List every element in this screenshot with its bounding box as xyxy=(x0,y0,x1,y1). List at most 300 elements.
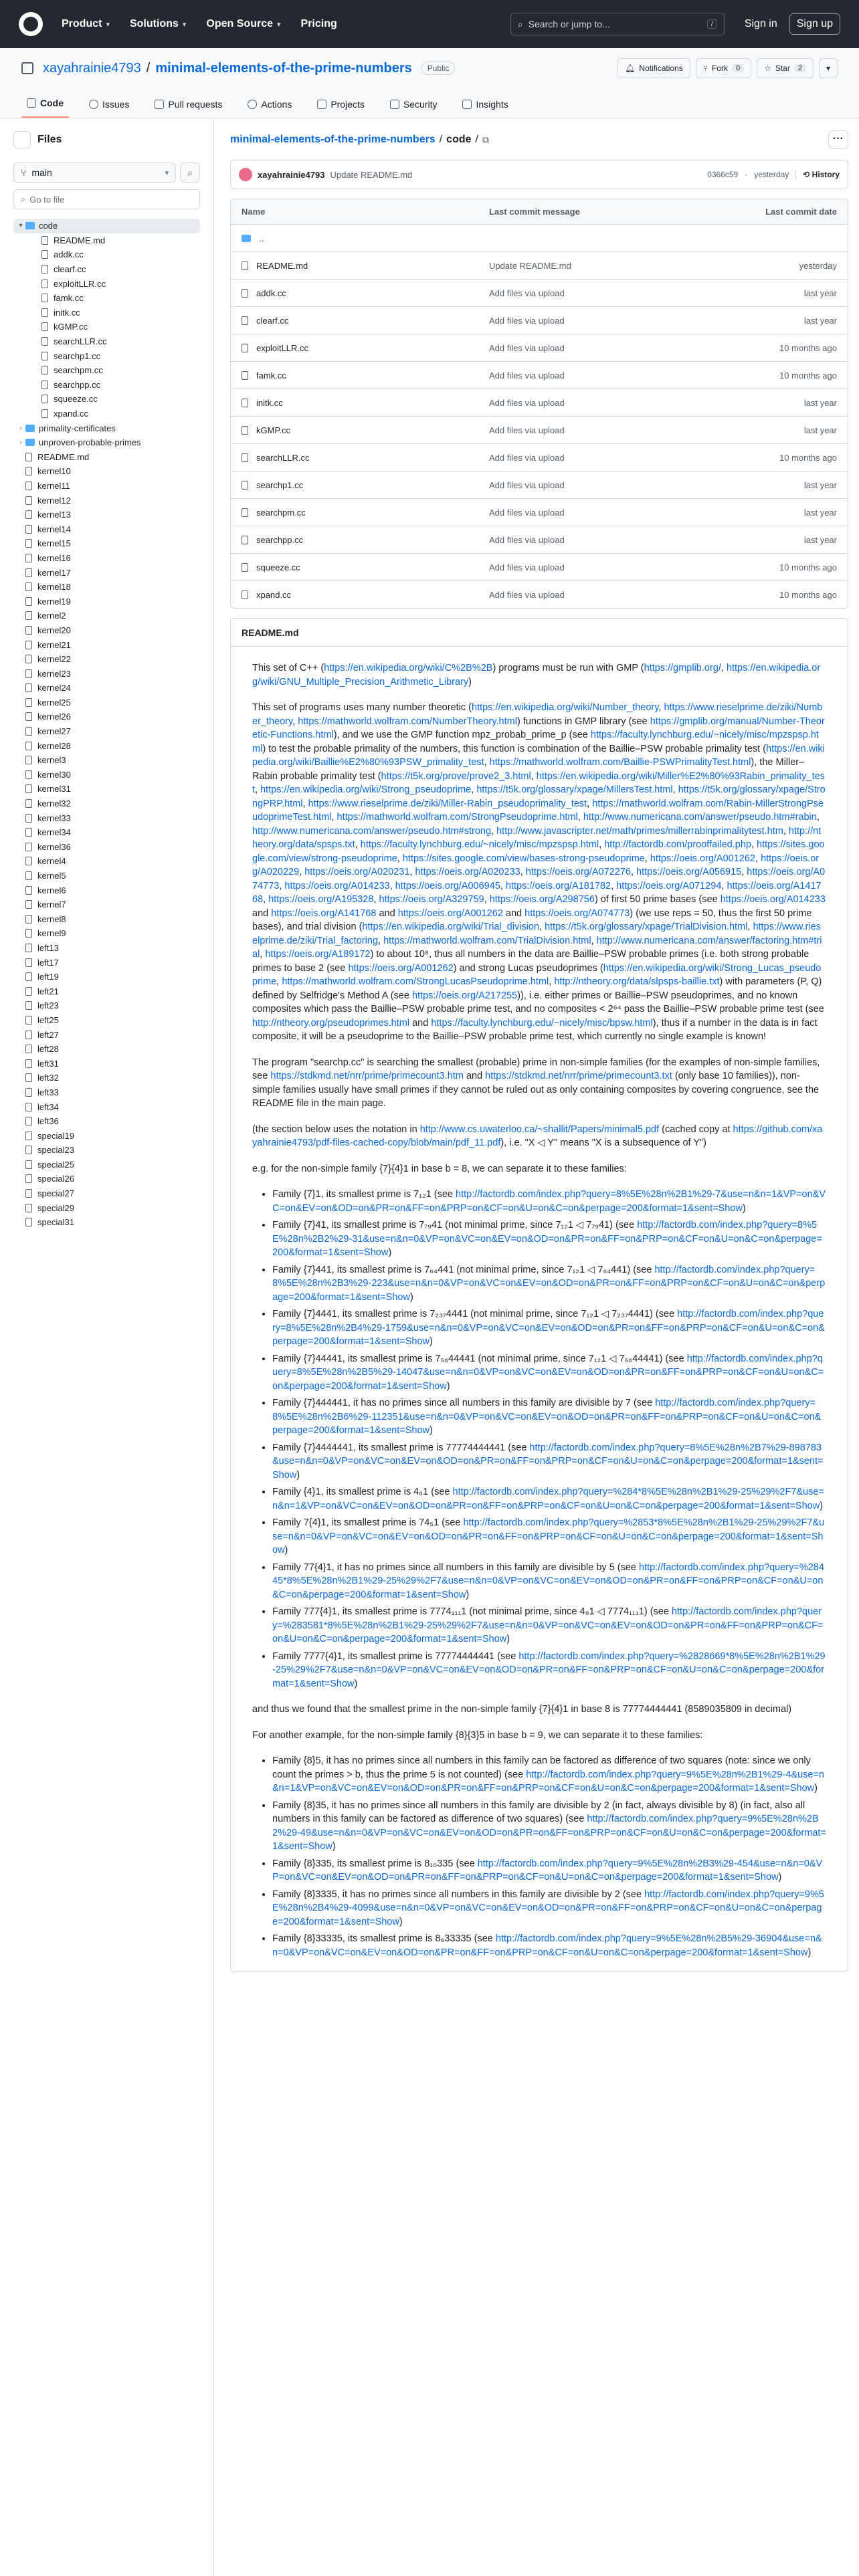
readme-link[interactable]: https://en.wikipedia.org/wiki/Number_theory xyxy=(472,702,659,713)
file-link[interactable]: addk.cc xyxy=(256,288,286,298)
readme-link[interactable]: https://t5k.org/glossary/xpage/StrongPRP.html xyxy=(252,784,826,809)
tree-file[interactable] xyxy=(13,652,200,667)
list-item: • Family {7}44441, its smallest prime is 7₅₆44441 (not minimal prime, since 7₁₂1 ◁ 7₅₆44441) (see http://factordb.com/index.php?query=8%5E%28n%2B5%29-14047&use=n&n=0&VP=on&VC=on&EV=on&OD=on&PR=on&FF=on&PRP=on&CF=on&U=on&C=on&perpage=200&format=1&sent=Show) xyxy=(272,1352,826,1394)
fork-button[interactable]: ⑂ Fork 0 xyxy=(696,58,751,78)
readme-link[interactable]: https://en.wikipedia.org/wiki/Miller%E2%80%93Rabin_primality_test xyxy=(252,770,825,795)
folder-icon xyxy=(242,235,251,242)
readme-link[interactable]: https://oeis.org/A074773 xyxy=(252,867,826,891)
tree-item-label: README.md xyxy=(37,451,90,462)
table-row[interactable] xyxy=(231,279,848,306)
commit-author-link[interactable]: xayahrainie4793 xyxy=(258,169,325,180)
readme-link[interactable]: https://oeis.org/A020233 xyxy=(415,867,520,877)
readme-link[interactable]: https://gmplib.org/ xyxy=(644,663,721,673)
file-icon xyxy=(25,1218,32,1226)
tree-file[interactable] xyxy=(13,637,200,652)
readme-link[interactable]: http://www.numericana.com/answer/factoring.htm#trial xyxy=(252,935,822,960)
readme-link[interactable]: http://www.numericana.com/answer/pseudo.htm#rabin xyxy=(583,812,817,823)
tree-file[interactable] xyxy=(13,1158,200,1172)
commit-message-cell[interactable]: Add files via upload xyxy=(489,288,565,298)
tree-item-label: kernel5 xyxy=(37,871,66,881)
github-logo-icon[interactable] xyxy=(19,12,43,36)
readme-link[interactable]: https://sites.google.com/view/strong-pseudoprime xyxy=(252,839,825,864)
chevron-down-icon: ▾ xyxy=(106,20,110,29)
tree-file[interactable] xyxy=(13,1114,200,1129)
readme-link[interactable]: https://oeis.org/A020231 xyxy=(304,867,410,877)
tree-item-label: kernel4 xyxy=(37,856,66,867)
file-icon xyxy=(25,683,32,692)
readme-list xyxy=(272,1754,826,1959)
tree-item-label: kernel19 xyxy=(37,596,71,607)
tree-file[interactable] xyxy=(13,334,200,349)
tree-item-label: kernel34 xyxy=(37,827,71,838)
file-icon xyxy=(25,539,32,548)
readme-link[interactable]: https://oeis.org/A181782 xyxy=(505,880,611,891)
readme-link[interactable]: http://ntheory.org/data/spsps.txt xyxy=(252,825,822,850)
commit-hash-link[interactable]: 0366c59 xyxy=(707,170,739,179)
readme-link[interactable]: https://mathworld.wolfram.com/TrialDivision.html xyxy=(383,935,591,946)
file-icon xyxy=(41,236,48,245)
file-name-cell xyxy=(242,562,489,572)
tree-file[interactable] xyxy=(13,508,200,522)
file-link[interactable]: kGMP.cc xyxy=(256,425,291,435)
commit-date-cell: 10 months ago xyxy=(779,342,837,353)
file-link[interactable]: searchp1.cc xyxy=(256,479,304,490)
readme-link[interactable]: http://ntheory.org/data/slpsps-baillie.txt xyxy=(554,976,720,987)
readme-link[interactable]: http://www.javascripter.net/math/primes/millerrabinprimalitytest.htm xyxy=(496,825,783,837)
table-row[interactable] xyxy=(231,553,848,580)
commit-message-cell[interactable]: Add files via upload xyxy=(489,452,565,463)
readme-link[interactable]: https://mathworld.wolfram.com/StrongPseudoprime.html xyxy=(337,812,578,823)
readme-link[interactable]: https://github.com/xayahrainie4793/pdf-files-cached-copy/blob/main/pdf_11.pdf xyxy=(252,1123,823,1148)
tree-file[interactable] xyxy=(13,984,200,998)
commit-message-cell[interactable]: Update README.md xyxy=(489,260,571,271)
tree-file[interactable] xyxy=(13,450,200,465)
tree-file[interactable] xyxy=(13,247,200,262)
table-row[interactable] xyxy=(231,251,848,279)
tree-file[interactable] xyxy=(13,738,200,753)
readme-link[interactable]: https://oeis.org/A141768 xyxy=(271,907,377,919)
file-icon xyxy=(25,770,32,779)
readme-link[interactable]: http://www.numericana.com/answer/pseudo.htm#strong xyxy=(252,825,492,837)
tree-file[interactable] xyxy=(13,522,200,536)
table-row[interactable] xyxy=(231,361,848,389)
nav-solutions[interactable]: Solutions ▾ xyxy=(129,18,187,29)
table-row[interactable] xyxy=(231,580,848,608)
readme-link[interactable]: http://factordb.com/index.php?query=8%5E%28n%2B4%29-1759&use=n&n=0&VP=on&VC=on&EV=on&OD=on&PR=on&FF=on&PRP=on&CF=on&U=on&C=on&perpage=200&format=1&sent=Show xyxy=(272,1309,825,1347)
tree-folder[interactable] xyxy=(13,421,200,435)
tree-file[interactable] xyxy=(13,998,200,1013)
tree-item-label: kernel11 xyxy=(37,480,70,491)
folder-icon xyxy=(25,425,35,432)
tree-folder[interactable] xyxy=(13,435,200,450)
tree-file[interactable] xyxy=(13,710,200,724)
tree-file[interactable] xyxy=(13,551,200,566)
tree-file[interactable] xyxy=(13,1143,200,1158)
readme-link[interactable]: https://oeis.org/A072276 xyxy=(525,867,631,877)
readme-link[interactable]: http://factordb.com/index.php?query=8%5E%28n%2B6%29-112351&use=n&n=0&VP=on&VC=on&EV=on&OD=on&PR=on&FF=on&PRP=on&CF=on&U=on&C=on&perpage=200&format=1&sent=Show xyxy=(272,1398,822,1436)
tree-file[interactable] xyxy=(13,811,200,825)
readme-link[interactable]: http://factordb.com/index.php?query=8%5E%28n%2B2%29-31&use=n&n=0&VP=on&VC=on&EV=on&OD=on&PR=on&FF=on&PRP=on&CF=on&U=on&C=on&perpage=200&format=1&sent=Show xyxy=(272,1220,822,1258)
tree-file[interactable] xyxy=(13,363,200,378)
tree-file[interactable] xyxy=(13,1027,200,1042)
tree-item-label: kernel27 xyxy=(37,726,71,737)
file-link[interactable]: squeeze.cc xyxy=(256,562,300,572)
tree-file[interactable] xyxy=(13,479,200,494)
tree-item-label: left13 xyxy=(37,942,59,953)
table-header: Name Last commit message Last commit date xyxy=(231,199,848,224)
repo-owner-link[interactable]: xayahrainie4793 xyxy=(43,60,141,76)
file-table xyxy=(230,199,848,609)
tree-file[interactable] xyxy=(13,753,200,768)
tree-item-label: kernel25 xyxy=(37,697,71,708)
tree-file[interactable] xyxy=(13,378,200,393)
tree-item-label: kernel21 xyxy=(37,639,71,650)
file-icon xyxy=(25,784,32,793)
tree-file[interactable] xyxy=(13,883,200,897)
tree-file[interactable] xyxy=(13,1042,200,1057)
list-item: • Family {7}41, its smallest prime is 7₇₉41 (not minimal prime, since 7₁₂1 ◁ 7₇₉41) (see http://factordb.com/index.php?query=8%5E%28n%2B2%29-31&use=n&n=0&VP=on&VC=on&EV=on&OD=on&PR=on&FF=on&PRP=on&CF=on&U=on&C=on&perpage=200&format=1&sent=Show) xyxy=(272,1218,826,1260)
tree-file[interactable] xyxy=(13,306,200,320)
tree-file[interactable] xyxy=(13,724,200,739)
readme-link[interactable]: http://factordb.com/index.php?query=9%5E%28n%2B2%29-49&use=n&n=0&VP=on&VC=on&EV=on&OD=on&PR=on&FF=on&PRP=on&CF=on&U=on&C=on&perpage=200&format=1&sent=Show xyxy=(272,1814,826,1852)
readme-link[interactable]: https://oeis.org/A001262 xyxy=(650,853,755,864)
tree-file[interactable] xyxy=(13,536,200,551)
readme-link[interactable]: https://oeis.org/A217255 xyxy=(411,990,518,1001)
readme-link[interactable]: https://faculty.lynchburg.edu/~nicely/misc/mpzspsp.html xyxy=(252,730,819,754)
repo-name-link[interactable]: minimal-elements-of-the-prime-numbers xyxy=(155,60,412,76)
file-link[interactable]: initk.cc xyxy=(256,397,283,408)
file-icon xyxy=(25,698,32,707)
notifications-button[interactable]: 🔔︎ Notifications xyxy=(617,58,690,78)
file-icon xyxy=(242,453,248,462)
branch-selector[interactable] xyxy=(13,163,176,183)
file-icon xyxy=(25,1146,32,1154)
global-search-input[interactable] xyxy=(510,13,725,35)
tree-file[interactable] xyxy=(13,493,200,508)
repo-tabs xyxy=(21,88,838,118)
tree-item-label: kernel23 xyxy=(37,668,71,679)
readme-link[interactable]: https://oeis.org/A074773 xyxy=(524,907,630,919)
tree-file[interactable] xyxy=(13,782,200,796)
commit-message-cell[interactable]: Add files via upload xyxy=(489,534,565,545)
readme-link[interactable]: http://factordb.com/index.php?query=%284*8%5E%28n%2B1%29-25%29%2F7&use=n&n=1&VP=on&VC=on&EV=on&OD=on&PR=on&FF=on&PRP=on&CF=on&U=on&C=on&perpage=200&format=1&sent=Show xyxy=(272,1487,824,1511)
tree-file[interactable] xyxy=(13,1071,200,1085)
tree-file[interactable] xyxy=(13,695,200,710)
readme-link[interactable]: http://factordb.com/index.php?query=9%5E%28n%2B5%29-36904&use=n&n=0&VP=on&VC=on&EV=on&OD=on&PR=on&FF=on&PRP=on&CF=on&U=on&C=on&perpage=200&format=1&sent=Show xyxy=(272,1933,822,1958)
file-icon xyxy=(25,712,32,721)
table-row[interactable] xyxy=(231,416,848,443)
tree-file[interactable] xyxy=(13,926,200,941)
readme-link[interactable]: https://oeis.org/A001262 xyxy=(397,907,503,919)
file-link[interactable]: searchpm.cc xyxy=(256,507,306,518)
tree-file[interactable] xyxy=(13,233,200,248)
tree-item-label: special29 xyxy=(37,1202,74,1213)
tree-file[interactable] xyxy=(13,1128,200,1143)
readme-link[interactable]: https://en.wikipedia.org/wiki/Baillie%E2%80%93PSW_primality_test xyxy=(252,743,825,768)
readme-link[interactable]: https://mathworld.wolfram.com/NumberTheory.html xyxy=(298,716,517,727)
readme-link[interactable]: https://oeis.org/A020229 xyxy=(252,853,820,877)
tree-item-label: kernel28 xyxy=(37,740,71,751)
readme-link[interactable]: http://factordb.com/index.php?query=%283581*8%5E%28n%2B1%29-25%29%2F7&use=n&n=0&VP=on&VC=on&EV=on&OD=on&PR=on&FF=on&PRP=on&CF=on&U=on&C=on&perpage=200&format=1&sent=Show xyxy=(272,1606,824,1644)
avatar[interactable] xyxy=(239,168,252,181)
file-icon xyxy=(25,554,32,562)
file-icon xyxy=(25,525,32,534)
readme-link[interactable]: http://factordb.com/index.php?query=9%5E%28n%2B4%29-4099&use=n&n=0&VP=on&VC=on&EV=on&OD=on&PR=on&FF=on&PRP=on&CF=on&U=on&C=on&perpage=200&format=1&sent=Show xyxy=(272,1889,824,1927)
tree-file[interactable] xyxy=(13,291,200,306)
readme-link[interactable]: http://www.cs.uwaterloo.ca/~shallit/Papers/minimal5.pdf xyxy=(419,1123,660,1135)
tree-file[interactable] xyxy=(13,796,200,811)
commit-message-cell[interactable]: Add files via upload xyxy=(489,342,565,353)
commit-message-cell[interactable]: Add files via upload xyxy=(489,479,565,490)
readme-paragraph: For another example, for the non-simple family {8}{3}5 in base b = 9, we can separate it to these families: xyxy=(252,1729,703,1741)
commit-message-cell[interactable]: Add files via upload xyxy=(489,315,565,326)
branch-name: main xyxy=(31,167,52,178)
latest-commit-bar: xayahrainie4793 Update README.md 0366c59 · yesterday ⟲ History xyxy=(230,160,848,189)
commit-message-cell[interactable]: Add files via upload xyxy=(489,507,565,518)
file-icon xyxy=(242,399,248,407)
readme-link[interactable]: http://factordb.com/index.php?query=8%5E%28n%2B1%29-7&use=n&n=1&VP=on&VC=on&EV=on&OD=on&PR=on&FF=on&PRP=on&CF=on&U=on&C=on&perpage=200&format=1&sent=Show xyxy=(272,1189,826,1214)
file-name-cell xyxy=(242,398,489,408)
readme-link[interactable]: https://stdkmd.net/nrr/prime/primecount3.htm xyxy=(270,1071,464,1081)
tree-item-label: special23 xyxy=(37,1145,74,1156)
file-icon xyxy=(25,929,32,938)
tree-item-label: kernel22 xyxy=(37,654,71,665)
tree-file[interactable] xyxy=(13,1200,200,1215)
copy-path-icon[interactable]: ⧉ xyxy=(482,134,489,145)
file-icon xyxy=(25,1059,32,1068)
readme-link[interactable]: https://oeis.org/A071294 xyxy=(616,880,722,891)
tree-file[interactable] xyxy=(13,941,200,956)
tree-file[interactable] xyxy=(13,666,200,681)
file-icon xyxy=(41,322,48,331)
nav-open-source[interactable]: Open Source ▾ xyxy=(206,18,281,29)
readme-link[interactable]: https://stdkmd.net/nrr/prime/primecount3.txt xyxy=(485,1071,672,1081)
search-icon: ⌕ xyxy=(21,194,26,204)
table-row[interactable] xyxy=(231,526,848,553)
readme-link[interactable]: https://oeis.org/A189172 xyxy=(265,949,371,960)
commit-date-cell: last year xyxy=(803,425,837,435)
tab-pull-requests[interactable]: Pull requests xyxy=(149,99,227,118)
readme-link[interactable]: https://oeis.org/A001262 xyxy=(348,962,454,974)
tree-file[interactable] xyxy=(13,1215,200,1230)
table-row[interactable] xyxy=(231,224,848,251)
star-button[interactable]: ☆ Star 2 xyxy=(757,58,814,78)
file-link[interactable]: .. xyxy=(259,233,264,243)
table-row[interactable] xyxy=(231,443,848,471)
tree-file[interactable] xyxy=(13,609,200,623)
tree-file[interactable] xyxy=(13,262,200,277)
table-row[interactable] xyxy=(231,471,848,498)
shield-icon xyxy=(390,100,399,109)
tree-file[interactable] xyxy=(13,768,200,782)
file-link[interactable]: exploitLLR.cc xyxy=(256,342,309,353)
file-link[interactable]: clearf.cc xyxy=(256,315,289,326)
readme-link[interactable]: http://factordb.com/index.php?query=8%5E%28n%2B5%29-14047&use=n&n=0&VP=on&VC=on&EV=on&OD=on&PR=on&FF=on&PRP=on&CF=on&U=on&C=on&perpage=200&format=1&sent=Show xyxy=(272,1353,824,1392)
readme-link[interactable]: https://mathworld.wolfram.com/Rabin-MillerStrongPseudoprimeTest.html xyxy=(252,798,824,823)
readme-link[interactable]: http://factordb.com/index.php?query=%28445*8%5E%28n%2B1%29-25%29%2F7&use=n&n=0&VP=on&VC=on&EV=on&OD=on&PR=on&FF=on&PRP=on&CF=on&U=on&C=on&perpage=200&format=1&sent=Show xyxy=(272,1562,824,1600)
tree-file[interactable] xyxy=(13,1085,200,1100)
file-icon xyxy=(25,496,32,505)
sidebar-collapse-button[interactable] xyxy=(13,131,31,148)
tree-file[interactable] xyxy=(13,825,200,840)
tree-file[interactable] xyxy=(13,1172,200,1186)
file-link[interactable]: README.md xyxy=(256,260,308,271)
file-icon xyxy=(25,1132,32,1140)
tree-file[interactable] xyxy=(13,464,200,479)
commit-message-cell[interactable]: Add files via upload xyxy=(489,425,565,435)
tree-file[interactable] xyxy=(13,854,200,869)
tree-file[interactable] xyxy=(13,565,200,580)
readme-link[interactable]: https://oeis.org/A298756 xyxy=(489,894,595,905)
tab-actions[interactable]: Actions xyxy=(242,99,297,118)
file-icon xyxy=(41,366,48,374)
star-dropdown-button[interactable] xyxy=(819,58,838,78)
table-row[interactable] xyxy=(231,306,848,334)
tree-file[interactable] xyxy=(13,1013,200,1028)
readme-link[interactable]: https://en.wikipedia.org/wiki/Trial_division xyxy=(362,922,540,932)
readme-link[interactable]: https://oeis.org/A056915 xyxy=(636,867,742,877)
readme-link[interactable]: http://factordb.com/index.php?query=8%5E%28n%2B7%29-898783&use=n&n=0&VP=on&VC=on&EV=on&OD=on&PR=on&FF=on&PRP=on&CF=on&U=on&C=on&perpage=200&format=1&sent=Show xyxy=(272,1442,824,1481)
tree-file[interactable] xyxy=(13,1186,200,1201)
file-icon xyxy=(25,655,32,663)
sign-in-link[interactable]: Sign in xyxy=(744,18,777,29)
tree-item-label: squeeze.cc xyxy=(54,394,98,405)
readme-link[interactable]: https://t5k.org/glossary/xpage/MillersTest.html xyxy=(476,784,673,795)
file-icon xyxy=(25,1073,32,1082)
chevron-down-icon: ▾ xyxy=(826,64,830,73)
tree-file[interactable] xyxy=(13,840,200,855)
tree-file[interactable] xyxy=(13,955,200,970)
tree-file[interactable] xyxy=(13,1099,200,1114)
readme-link[interactable]: https://faculty.lynchburg.edu/~nicely/misc/mpzspsp.html xyxy=(360,839,599,850)
file-icon xyxy=(25,1031,32,1039)
file-icon xyxy=(25,597,32,606)
readme-link[interactable]: https://en.wikipedia.org/wiki/Strong_pseudoprime xyxy=(260,784,472,795)
sign-up-button[interactable]: Sign up xyxy=(789,13,840,35)
tree-file[interactable] xyxy=(13,897,200,912)
file-link[interactable]: famk.cc xyxy=(256,370,286,381)
readme-link[interactable]: https://faculty.lynchburg.edu/~nicely/misc/bpsw.html xyxy=(431,1017,653,1029)
readme-link[interactable]: http://factordb.com/index.php?query=%2828669*8%5E%28n%2B1%29-25%29%2F7&use=n&n=0&VP=on&VC=on&EV=on&OD=on&PR=on&FF=on&PRP=on&CF=on&U=on&C=on&perpage=200&format=1&sent=Show xyxy=(272,1650,826,1689)
readme-link[interactable]: https://en.wikipedia.org/wiki/C%2B%2B xyxy=(324,663,493,673)
readme-link[interactable]: https://t5k.org/glossary/xpage/TrialDivision.html xyxy=(545,922,748,932)
tree-item-label: left36 xyxy=(37,1116,59,1127)
readme-link[interactable]: https://oeis.org/A329759 xyxy=(379,894,484,905)
tree-file[interactable] xyxy=(13,348,200,363)
tab-security[interactable]: Security xyxy=(385,99,443,118)
tree-file[interactable] xyxy=(13,320,200,334)
readme-link[interactable]: https://oeis.org/A006945 xyxy=(395,880,500,891)
readme-link[interactable]: http://factordb.com/prooffailed.php xyxy=(604,839,751,850)
readme-link[interactable]: https://t5k.org/prove/prove2_3.html xyxy=(381,770,531,782)
tree-folder[interactable] xyxy=(13,219,200,233)
table-row[interactable] xyxy=(231,498,848,526)
file-name-cell xyxy=(242,261,489,271)
history-button[interactable]: ⟲ History xyxy=(795,170,840,179)
tree-file[interactable] xyxy=(13,623,200,638)
file-icon xyxy=(242,591,248,599)
readme-link[interactable]: http://factordb.com/index.php?query=9%5E%28n%2B1%29-4&use=n&n=1&VP=on&VC=on&EV=on&OD=on&PR=on&FF=on&PRP=on&CF=on&U=on&C=on&perpage=200&format=1&sent=Show xyxy=(272,1769,824,1794)
readme-link[interactable]: https://mathworld.wolfram.com/Baillie-PSWPrimalityTest.html xyxy=(489,757,751,768)
readme-link[interactable]: https://oeis.org/A195328 xyxy=(268,894,374,905)
readme-link[interactable]: http://ntheory.org/pseudoprimes.html xyxy=(252,1017,410,1029)
commit-message-cell[interactable]: Add files via upload xyxy=(489,589,565,600)
tree-item-label: kernel10 xyxy=(37,466,71,477)
readme-link[interactable]: https://www.rieselprime.de/ziki/Miller-Rabin_pseudoprimality_test xyxy=(308,798,587,809)
list-item: • Family {8}3335, it has no primes since all numbers in this family are divisible by 2 (see http://factordb.com/index.php?query=9%5E%28n%2B4%29-4099&use=n&n=0&VP=on&VC=on&EV=on&OD=on&PR=on&FF=on&PRP=on&CF=on&U=on&C=on&perpage=200&format=1&sent=Show) xyxy=(272,1888,826,1929)
tab-projects[interactable]: Projects xyxy=(312,99,370,118)
tree-file[interactable] xyxy=(13,681,200,695)
file-icon xyxy=(242,316,248,325)
history-icon: ⟲ xyxy=(803,170,810,179)
readme-link[interactable]: https://gmplib.org/manual/Number-Theoretic-Functions.html xyxy=(252,716,825,740)
tab-code[interactable]: Code xyxy=(21,98,69,118)
nav-pricing[interactable]: Pricing xyxy=(300,18,337,29)
tree-file[interactable] xyxy=(13,407,200,421)
table-row[interactable] xyxy=(231,334,848,361)
tree-file[interactable] xyxy=(13,580,200,595)
readme-link[interactable]: http://factordb.com/index.php?query=9%5E%28n%2B3%29-454&use=n&n=0&VP=on&VC=on&EV=on&OD=on&PR=on&FF=on&PRP=on&CF=on&U=on&C=on&perpage=200&format=1&sent=Show xyxy=(272,1858,823,1883)
readme-link[interactable]: https://en.wikipedia.org/wiki/Strong_Lucas_pseudoprime xyxy=(252,962,822,987)
chevron-right-icon: › xyxy=(19,439,22,447)
table-row[interactable] xyxy=(231,389,848,416)
readme-link[interactable]: https://en.wikipedia.org/wiki/GNU_Multiple_Precision_Arithmetic_Library xyxy=(252,663,821,687)
readme-link[interactable]: http://factordb.com/index.php?query=8%5E%28n%2B3%29-223&use=n&n=0&VP=on&VC=on&EV=on&OD=on&PR=on&FF=on&PRP=on&CF=on&U=on&C=on&perpage=200&format=1&sent=Show xyxy=(272,1264,826,1303)
readme-link[interactable]: http://factordb.com/index.php?query=%2853*8%5E%28n%2B1%29-25%29%2F7&use=n&n=0&VP=on&VC=on&EV=on&OD=on&PR=on&FF=on&PRP=on&CF=on&U=on&C=on&perpage=200&format=1&sent=Show xyxy=(272,1517,825,1555)
list-item: • Family {7}4441, its smallest prime is 7₂₃₇4441 (not minimal prime, since 7₁₂1 ◁ 7₂₃₇4441) (see http://factordb.com/index.php?query=8%5E%28n%2B4%29-1759&use=n&n=0&VP=on&VC=on&EV=on&OD=on&PR=on&FF=on&PRP=on&CF=on&U=on&C=on&perpage=200&format=1&sent=Show) xyxy=(272,1307,826,1349)
nav-product[interactable]: Product ▾ xyxy=(62,18,110,29)
readme-link[interactable]: https://oeis.org/A014233 xyxy=(720,894,826,905)
file-name-cell xyxy=(242,425,489,435)
commit-message-cell[interactable]: Add files via upload xyxy=(489,397,565,408)
tree-file[interactable] xyxy=(13,594,200,609)
commit-message-link[interactable]: Update README.md xyxy=(330,169,413,180)
tree-file[interactable] xyxy=(13,392,200,407)
commit-message-cell[interactable]: Add files via upload xyxy=(489,370,565,381)
commit-date-cell: 10 months ago xyxy=(779,589,837,600)
file-link[interactable]: xpand.cc xyxy=(256,589,292,600)
repo-separator: / xyxy=(146,60,151,76)
pull-request-icon xyxy=(155,100,164,109)
tree-file[interactable] xyxy=(13,869,200,883)
commit-message-cell[interactable]: Add files via upload xyxy=(489,562,565,572)
file-link[interactable]: searchpp.cc xyxy=(256,534,304,545)
tree-item-label: kernel2 xyxy=(37,611,66,621)
tree-file[interactable] xyxy=(13,1056,200,1071)
readme-link[interactable]: https://sites.google.com/view/bases-strong-pseudoprime xyxy=(402,853,645,864)
readme-link[interactable]: https://oeis.org/A141768 xyxy=(252,880,822,905)
tree-file[interactable] xyxy=(13,276,200,291)
go-to-file-input[interactable]: ⌕ Go to file xyxy=(13,189,200,209)
commit-time: yesterday xyxy=(754,170,789,179)
readme-link[interactable]: https://www.rieselprime.de/ziki/Number_theory xyxy=(252,702,823,727)
readme-paragraph: This set of programs uses many number theoretic (https://en.wikipedia.org/wiki/Number_theory, https://www.rieselprime.de/ziki/Number_theory, https://mathworld.wolfram.com/NumberTheory.html) functions in GMP library (see https://gmplib.org/manual/Number-Theoretic-Functions.html), and we use the GMP function mpz_probab_prime_p (see https://faculty.lynchburg.edu/~nicely/misc/mpzspsp.html) to test the probable primality of the numbers, this function is combination of the Baillie–PSW probable primality test (https://en.wikipedia.org/wiki/Baillie%E2%80%93PSW_primality_test, https://mathworld.wolfram.com/Baillie-PSWPrimalityTest.html), the Miller–Rabin probable primality test (https://t5k.org/prove/prove2_3.html, https://en.wikipedia.org/wiki/Miller%E2%80%93Rabin_primality_test, https://en.wikipedia.org/wiki/Strong_pseudoprime, https://t5k.org/glossary/xpage/MillersTest.html, https://t5k.org/glossary/xpage/StrongPRP.html, https://www.rieselprime.de/ziki/Miller-Rabin_pseudoprimality_test, https://mathworld.wolfram.com/Rabin-MillerStrongPseudoprimeTest.html, https://mathworld.wolfram.com/StrongPseudoprime.html, http://www.numericana.com/answer/pseudo.htm#rabin, http://www.numericana.com/answer/pseudo.htm#strong, http://www.javascripter.net/math/primes/millerrabinprimalitytest.htm, http://ntheory.org/data/spsps.txt, https://faculty.lynchburg.edu/~nicely/misc/mpzspsp.html, http://factordb.com/prooffailed.php, https://sites.google.com/view/strong-pseudoprime, https://sites.google.com/view/bases-strong-pseudoprime, https://oeis.org/A001262, https://oeis.org/A020229, https://oeis.org/A020231, https://oeis.org/A020233, https://oeis.org/A072276, https://oeis.org/A056915, https://oeis.org/A074773, https://oeis.org/A014233, https://oeis.org/A006945, https://oeis.org/A181782, https://oeis.org/A071294, https://oeis.org/A141768, https://oeis.org/A195328, https://oeis.org/A329759, https://oeis.org/A298756) of first 50 prime bases (see https://oeis.org/A014233 and https://oeis.org/A141768 and https://oeis.org/A001262 and https://oeis.org/A074773) (we use reps = 50, thus the first 50 prime bases), and trial division (https://en.wikipedia.org/wiki/Trial_division, https://t5k.org/glossary/xpage/TrialDivision.html, https://www.rieselprime.de/ziki/Trial_factoring, https://mathworld.wolfram.com/TrialDivision.html, http://www.numericana.com/answer/factoring.htm#trial, https://oeis.org/A189172) to about 10⁸, thus all numbers in the data are Baillie–PSW probable primes (i.e. both strong probable primes to base 2 (see https://oeis.org/A001262) and strong Lucas pseudoprimes (https://en.wikipedia.org/wiki/Strong_Lucas_pseudoprime, https://mathworld.wolfram.com/StrongLucasPseudoprime.html, http://ntheory.org/data/slpsps-baillie.txt) with parameters (P, Q) defined by Selfridge's Method A (see https://oeis.org/A217255)), i.e. either primes or Baillie–PSW pseudoprimes, and no known composites which pass the Baillie–PSW probable prime test, and no composites < 2⁶⁴ pass the Baillie–PSW probable prime test (see http://ntheory.org/pseudoprimes.html and https://faculty.lynchburg.edu/~nicely/misc/bpsw.html), thus if a number in the data is in fact composite, it will be a pseudoprime to the Baillie–PSW probable prime test, which currently no single example is known! xyxy=(252,702,826,1042)
file-name-cell xyxy=(242,508,489,518)
search-files-button[interactable] xyxy=(180,163,200,183)
more-options-button[interactable]: ··· xyxy=(828,130,848,149)
tab-insights[interactable]: Insights xyxy=(457,99,513,118)
file-icon xyxy=(41,381,48,389)
tree-file[interactable] xyxy=(13,970,200,984)
tree-file[interactable] xyxy=(13,912,200,927)
readme-link[interactable]: https://mathworld.wolfram.com/StrongLucasPseudoprime.html xyxy=(282,976,549,987)
breadcrumb-repo-link[interactable]: minimal-elements-of-the-prime-numbers xyxy=(230,134,436,145)
tab-issues[interactable]: Issues xyxy=(84,99,134,118)
readme-link[interactable]: https://www.rieselprime.de/ziki/Trial_factoring xyxy=(252,922,821,946)
file-link[interactable]: searchLLR.cc xyxy=(256,452,310,463)
tree-item-label: kernel36 xyxy=(37,841,71,852)
readme-link[interactable]: https://oeis.org/A014233 xyxy=(284,880,390,891)
